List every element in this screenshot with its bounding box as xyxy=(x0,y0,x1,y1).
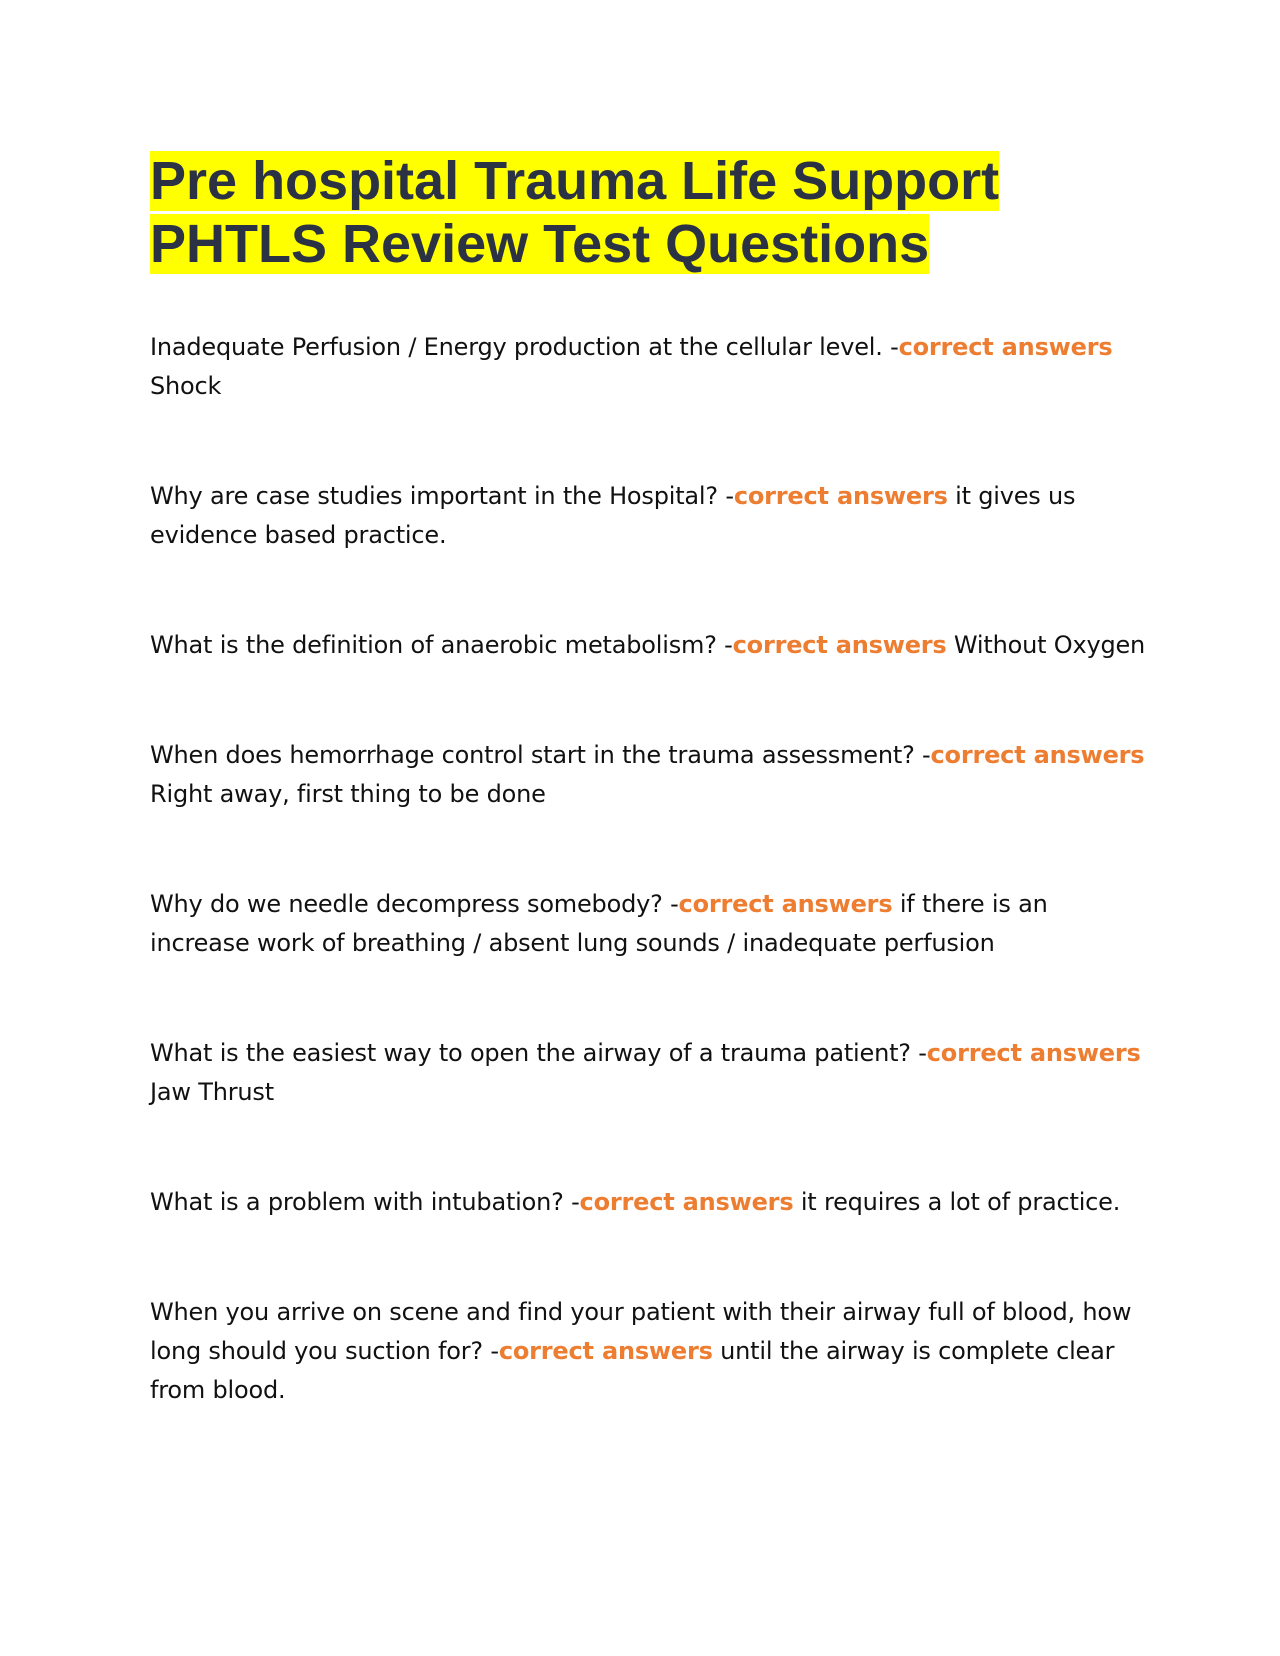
qa-question: When does hemorrhage control start in the trauma assessment? - xyxy=(150,741,931,769)
qa-list xyxy=(150,328,1150,1481)
answer-label: correct answers xyxy=(930,741,1145,769)
qa-item xyxy=(150,1183,1150,1222)
qa-answer: it gives us evidence based practice. xyxy=(150,482,1076,549)
qa-answer: Right away, first thing to be done xyxy=(150,780,546,808)
qa-question: Why do we needle decompress somebody? - xyxy=(150,890,679,918)
answer-label: correct answers xyxy=(898,333,1113,361)
qa-answer: it requires a lot of practice. xyxy=(793,1188,1121,1216)
qa-question: What is a problem with intubation? - xyxy=(150,1188,580,1216)
qa-item xyxy=(150,1034,1150,1112)
title-line-2: PHTLS Review Test Questions xyxy=(150,214,930,274)
qa-question: What is the definition of anaerobic metabolism? - xyxy=(150,631,733,659)
qa-answer: Shock xyxy=(150,372,222,400)
qa-question: When you arrive on scene and find your patient with their airway full of blood, how long should you suction for? - xyxy=(150,1298,1132,1365)
qa-item xyxy=(150,477,1150,555)
qa-item xyxy=(150,626,1150,665)
title-line-1: Pre hospital Trauma Life Support xyxy=(150,151,1000,211)
qa-question: Inadequate Perfusion / Energy production at the cellular level. - xyxy=(150,333,899,361)
document-title xyxy=(150,150,1150,276)
answer-label: correct answers xyxy=(498,1337,713,1365)
answer-label: correct answers xyxy=(678,890,893,918)
qa-answer: Without Oxygen xyxy=(946,631,1146,659)
qa-answer: until the airway is complete clear from blood. xyxy=(150,1337,1115,1404)
answer-label: correct answers xyxy=(926,1039,1141,1067)
qa-item xyxy=(150,328,1150,406)
answer-label: correct answers xyxy=(732,631,947,659)
qa-question: What is the easiest way to open the airway of a trauma patient? - xyxy=(150,1039,927,1067)
qa-item xyxy=(150,885,1150,963)
qa-answer: if there is an increase work of breathing / absent lung sounds / inadequate perfusion xyxy=(150,890,1048,957)
qa-item xyxy=(150,736,1150,814)
answer-label: correct answers xyxy=(733,482,948,510)
qa-answer: Jaw Thrust xyxy=(150,1078,274,1106)
qa-item xyxy=(150,1293,1150,1410)
qa-question: Why are case studies important in the Hospital? - xyxy=(150,482,734,510)
answer-label: correct answers xyxy=(579,1188,794,1216)
